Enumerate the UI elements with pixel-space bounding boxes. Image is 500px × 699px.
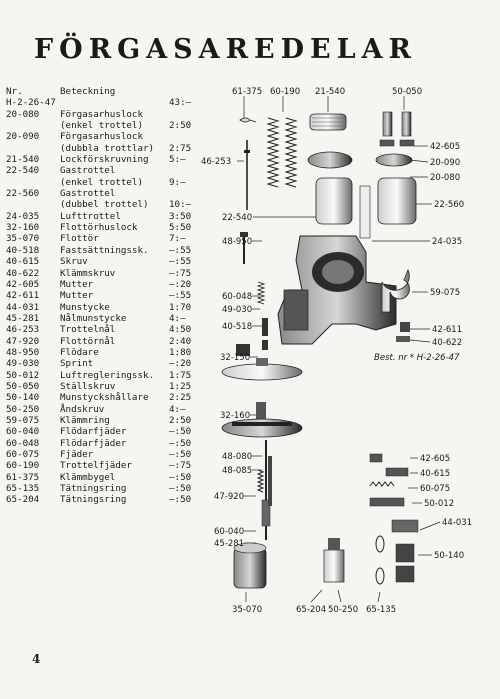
parts-list-row xyxy=(6,358,202,369)
part-description: Förgasarhuslock xyxy=(60,131,143,143)
parts-list-row xyxy=(6,211,202,222)
float-35-070 xyxy=(234,543,266,588)
parts-list xyxy=(6,86,202,506)
part-number: 46-253 xyxy=(6,324,40,336)
parts-list-row xyxy=(6,131,202,142)
label-65-204: 65-204 xyxy=(296,605,327,615)
part-price: —:50 xyxy=(169,449,192,460)
part-price: 3:50 xyxy=(169,210,192,222)
part-number: 22-560 xyxy=(6,188,40,200)
page-title: FÖRGASAREDELAR xyxy=(34,34,417,65)
part-number: 35-070 xyxy=(6,233,40,245)
parts-list-row xyxy=(6,143,202,154)
part-description: Luftregleringssk. xyxy=(60,369,155,381)
part-price: —:50 xyxy=(169,471,192,483)
part-description: Lufttrottel xyxy=(60,210,121,222)
part-number: 60-190 xyxy=(6,460,40,472)
part-price: —:50 xyxy=(169,437,192,449)
parts-list-row xyxy=(6,415,202,426)
label-60-048: 60-048 xyxy=(222,292,253,302)
part-number: 32-160 xyxy=(6,222,40,234)
part-price: 2:40 xyxy=(169,335,192,347)
column-header-nr: Nr. xyxy=(6,86,23,97)
part-description: Gastrottel xyxy=(60,188,116,200)
label-48-085: 48-085 xyxy=(222,466,253,476)
part-description: Ställskruv xyxy=(60,380,116,392)
part-description: (dubbel trottel) xyxy=(60,199,149,211)
parts-list-row xyxy=(6,233,202,244)
label-32-160: 32-160 xyxy=(220,411,251,421)
label-42-605-bottom: 42-605 xyxy=(420,454,451,464)
part-number: 65-204 xyxy=(6,494,40,506)
part-price: 1:70 xyxy=(169,301,192,313)
parts-list-row xyxy=(6,392,202,403)
label-44-031: 44-031 xyxy=(442,518,473,528)
part-price: —:50 xyxy=(169,426,192,438)
parts-list-row xyxy=(6,460,202,471)
label-35-070: 35-070 xyxy=(232,605,263,615)
parts-list-row xyxy=(6,199,202,210)
label-20-080: 20-080 xyxy=(430,173,461,183)
part-number: 60-048 xyxy=(6,437,40,449)
label-59-075: 59-075 xyxy=(430,288,461,298)
part-number: 44-031 xyxy=(6,301,40,313)
label-32-150: 32-150 xyxy=(220,353,251,363)
exploded-carburetor-diagram xyxy=(198,70,498,630)
part-description: Munstyckshållare xyxy=(60,392,149,404)
part-price: 4:— xyxy=(169,403,186,415)
part-number: 47-920 xyxy=(6,335,40,347)
part-price: —:55 xyxy=(169,290,192,302)
part-description: Åndskruv xyxy=(60,403,105,415)
parts-list-row xyxy=(6,120,202,131)
parts-list-row xyxy=(6,222,202,233)
part-price: 1:80 xyxy=(169,346,192,358)
part-description: Trottelfjäder xyxy=(60,460,132,472)
parts-list-row xyxy=(6,426,202,437)
adjusting-screws-50-050 xyxy=(383,112,411,136)
label-40-615: 40-615 xyxy=(420,469,451,479)
part-number: 60-040 xyxy=(6,426,40,438)
nozzle-44-031 xyxy=(392,520,418,532)
needle-and-nozzles xyxy=(258,440,272,540)
label-50-250: 50-250 xyxy=(328,605,359,615)
part-description: Flottörhuslock xyxy=(60,222,138,234)
part-price: —:20 xyxy=(169,358,192,370)
parts-list-row xyxy=(6,336,202,347)
part-number: 20-090 xyxy=(6,131,40,143)
part-price: 43:— xyxy=(169,97,192,109)
part-price: —:75 xyxy=(169,460,192,472)
nuts-42-605 xyxy=(380,140,414,146)
parts-list-row xyxy=(6,483,202,494)
part-number: 49-030 xyxy=(6,358,40,370)
parts-list-row xyxy=(6,472,202,483)
parts-list-row xyxy=(6,404,202,415)
part-price: —:50 xyxy=(169,494,192,506)
part-description: Gastrottel xyxy=(60,165,116,177)
parts-list-row xyxy=(6,370,202,381)
part-number: 40-518 xyxy=(6,244,40,256)
label-50-140: 50-140 xyxy=(434,551,465,561)
float-spring-60-048 xyxy=(258,282,264,304)
part-description: Flödarfjäder xyxy=(60,437,127,449)
throttle-valves-22-540-22-560 xyxy=(316,178,416,238)
label-60-075: 60-075 xyxy=(420,484,451,494)
parts-list-row xyxy=(6,165,202,176)
parts-list-row xyxy=(6,268,202,279)
part-description: Tätningsring xyxy=(60,494,127,506)
label-48-080: 48-080 xyxy=(222,452,253,462)
parts-list-row xyxy=(6,154,202,165)
parts-list-row xyxy=(6,279,202,290)
label-24-035: 24-035 xyxy=(432,237,463,247)
part-price: 5:50 xyxy=(169,222,192,234)
throttle-needle-46-253 xyxy=(244,140,250,210)
part-price: 2:75 xyxy=(169,142,192,154)
part-price: 2:50 xyxy=(169,120,192,132)
part-description: Klämmring xyxy=(60,414,110,426)
parts-list-row xyxy=(6,109,202,120)
part-description: Trottelnål xyxy=(60,324,116,336)
part-description: Nålmunstycke xyxy=(60,312,127,324)
label-20-090: 20-090 xyxy=(430,158,461,168)
clamp-clip-61-375 xyxy=(240,118,256,122)
part-number: 61-375 xyxy=(6,471,40,483)
part-number: 45-281 xyxy=(6,312,40,324)
part-price: 2:25 xyxy=(169,392,192,404)
part-number: H-2-26-47 xyxy=(6,97,56,109)
part-description: Fastsättningssk. xyxy=(60,244,149,256)
label-45-281: 45-281 xyxy=(214,539,245,549)
parts-list-row xyxy=(6,381,202,392)
nut-and-clamp-screw-42-611-40-622 xyxy=(396,322,410,342)
part-number: 50-050 xyxy=(6,380,40,392)
screws-50-250-65-204 xyxy=(324,538,344,582)
label-40-518: 40-518 xyxy=(222,322,253,332)
part-price: —:50 xyxy=(169,483,192,495)
part-price: 1:25 xyxy=(169,380,192,392)
label-42-611: 42-611 xyxy=(432,325,463,335)
part-price: 2:50 xyxy=(169,414,192,426)
part-description: Tätningsring xyxy=(60,483,127,495)
label-49-030: 49-030 xyxy=(222,305,253,315)
spring-and-screw-60-075-50-012 xyxy=(370,482,404,506)
label-46-253: 46-253 xyxy=(201,157,232,167)
part-description: (enkel trottel) xyxy=(60,176,143,188)
parts-list-row xyxy=(6,324,202,335)
part-description: Sprint xyxy=(60,358,94,370)
throttle-spring-60-190 xyxy=(268,118,296,187)
part-number: 50-250 xyxy=(6,403,40,415)
parts-list-row xyxy=(6,438,202,449)
part-number: 42-605 xyxy=(6,278,40,290)
part-description: Flottör xyxy=(60,233,99,245)
label-22-540: 22-540 xyxy=(222,213,253,223)
label-48-950: 48-950 xyxy=(222,237,253,247)
label-61-375: 61-375 xyxy=(232,87,263,97)
part-description: Fjäder xyxy=(60,449,94,460)
parts-list-row xyxy=(6,97,202,108)
parts-list-rows xyxy=(6,97,202,505)
label-40-622: 40-622 xyxy=(432,338,463,348)
part-number: 50-140 xyxy=(6,392,40,404)
part-description: Flödare xyxy=(60,346,99,358)
part-number: 60-075 xyxy=(6,449,40,460)
cover-nut-21-540 xyxy=(310,114,346,130)
label-65-135: 65-135 xyxy=(366,605,397,615)
sealing-rings-65-135 xyxy=(376,536,384,584)
part-price: —:55 xyxy=(169,256,192,268)
parts-list-row xyxy=(6,494,202,505)
part-number: 20-080 xyxy=(6,108,40,120)
parts-list-row xyxy=(6,302,202,313)
part-description: Klämmskruv xyxy=(60,267,116,279)
parts-list-row xyxy=(6,290,202,301)
part-description: Skruv xyxy=(60,256,88,268)
part-number: 59-075 xyxy=(6,414,40,426)
part-price: 9:— xyxy=(169,176,186,188)
part-number: 48-950 xyxy=(6,346,40,358)
part-description: Förgasarhuslock xyxy=(60,108,143,120)
part-price: —:55 xyxy=(169,244,192,256)
part-price: 1:75 xyxy=(169,369,192,381)
part-number: 50-012 xyxy=(6,369,40,381)
part-description: Klämmbygel xyxy=(60,471,116,483)
parts-list-row xyxy=(6,347,202,358)
screws-right-42-605-40-615 xyxy=(370,454,408,476)
label-42-605-top: 42-605 xyxy=(430,142,461,152)
nozzle-holder-50-140 xyxy=(396,544,414,582)
part-number: 24-035 xyxy=(6,210,40,222)
part-price: —:75 xyxy=(169,267,192,279)
part-number: 40-615 xyxy=(6,256,40,268)
parts-list-header xyxy=(6,86,202,97)
part-price: 4:— xyxy=(169,312,186,324)
part-description: Mutter xyxy=(60,290,94,302)
part-description: Flottörnål xyxy=(60,335,116,347)
parts-list-row xyxy=(6,313,202,324)
part-description: Mutter xyxy=(60,278,94,290)
parts-list-row xyxy=(6,188,202,199)
part-description: Munstycke xyxy=(60,301,110,313)
small-screws-40-518 xyxy=(262,318,268,350)
label-60-040: 60-040 xyxy=(214,527,245,537)
part-price: 4:50 xyxy=(169,324,192,336)
label-60-190: 60-190 xyxy=(270,87,301,97)
label-22-560: 22-560 xyxy=(434,200,465,210)
housing-covers-20-090-20-080 xyxy=(308,152,412,168)
part-number: 40-622 xyxy=(6,267,40,279)
part-number: 22-540 xyxy=(6,165,40,177)
part-number: 42-611 xyxy=(6,290,40,302)
best-nr-label: Best. nr * H-2-26-47 xyxy=(374,353,460,363)
part-price: 10:— xyxy=(169,199,192,211)
label-21-540: 21-540 xyxy=(315,87,346,97)
label-47-920: 47-920 xyxy=(214,492,245,502)
part-price: —:20 xyxy=(169,278,192,290)
parts-list-row xyxy=(6,177,202,188)
parts-list-row xyxy=(6,449,202,460)
part-price: 5:— xyxy=(169,154,186,166)
part-description: (dubbla trottlar) xyxy=(60,142,155,154)
parts-list-row xyxy=(6,256,202,267)
parts-list-row xyxy=(6,245,202,256)
part-number: 21-540 xyxy=(6,154,40,166)
part-description: Lockförskruvning xyxy=(60,154,149,166)
part-price: 7:— xyxy=(169,233,186,245)
part-number: 65-135 xyxy=(6,483,40,495)
label-50-050: 50-050 xyxy=(392,87,423,97)
part-description: (enkel trottel) xyxy=(60,120,143,132)
page-number: 4 xyxy=(32,652,41,666)
carburetor-body xyxy=(278,236,396,344)
part-description: Flödarfjäder xyxy=(60,426,127,438)
column-header-description: Beteckning xyxy=(60,86,116,97)
label-50-012: 50-012 xyxy=(424,499,455,509)
